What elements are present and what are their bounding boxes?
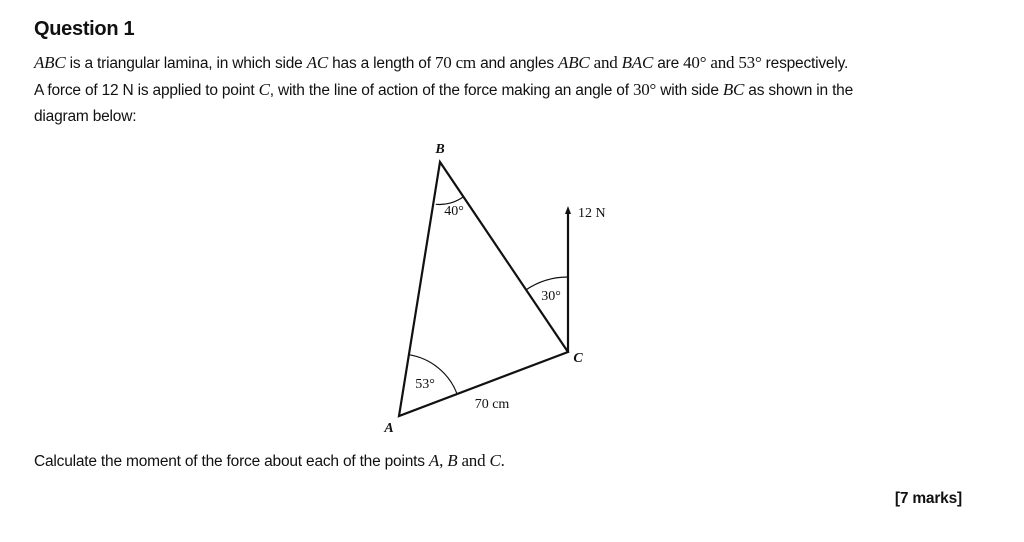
math-abc-angle: ABC [558,53,590,72]
text: . [500,451,505,470]
math-bc: BC [722,80,745,99]
angle-c-label: 30° [541,289,561,304]
force-arrowhead [565,206,571,214]
vertex-c-label: C [573,351,583,366]
side-ac-label: 70 cm [474,397,510,412]
question-line-3: diagram below: [34,108,137,125]
task-text [34,451,505,471]
text: respectively. [761,55,849,72]
force-label: 12 N [578,206,606,221]
text: is a triangular lamina, in which side [65,55,307,72]
angle-b-label: 40° [444,204,464,219]
text: and [457,451,490,470]
math-ac: AC [306,53,329,72]
math-c: C [489,451,501,470]
text: are [653,55,684,72]
text: has a length of [328,55,435,72]
text: A force of 12 N is applied to point [34,82,259,99]
vertex-b-label: B [435,142,445,157]
text: , with the line of action of the force making an angle of [269,82,633,99]
math-b: B [447,451,458,470]
text: Calculate the moment of the force about each of the points [34,453,429,470]
math-bac-angle: BAC [621,53,654,72]
text: and [589,53,622,72]
math-abc: ABC [34,53,66,72]
question-heading: Question 1 [34,18,135,40]
math-length: 70 cm [434,53,476,72]
angle-a-label: 53° [415,377,435,392]
math-30: 30° [632,80,657,99]
angle-arc-c [526,277,568,290]
math-a: A [428,451,440,470]
text: with side [656,82,723,99]
vertex-a-label: A [384,421,394,436]
math-angles: 40° and 53° [683,53,762,72]
text: and angles [475,55,559,72]
marks-label: [7 marks] [894,490,962,507]
text: as shown in the [744,82,854,99]
math-c: C [258,80,270,99]
text: , [439,451,448,470]
